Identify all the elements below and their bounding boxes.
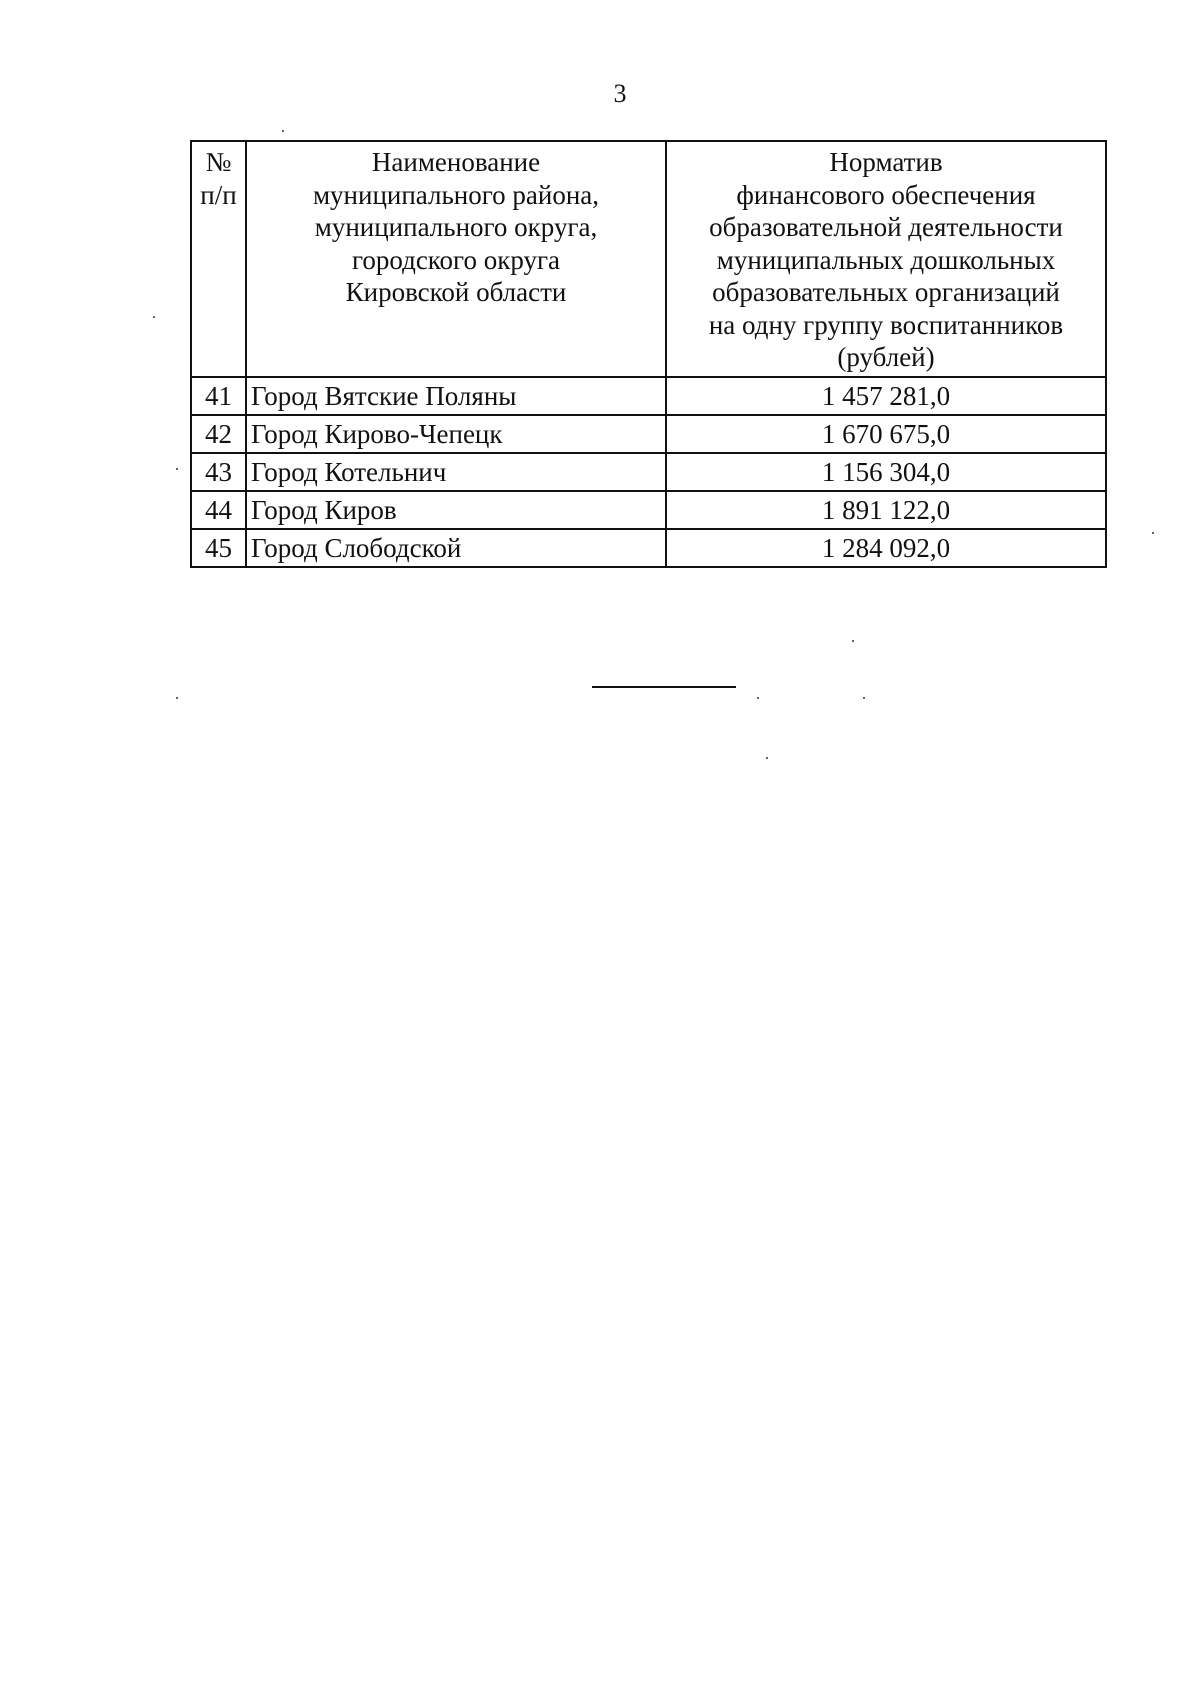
row-normative-value: 1 284 092,0 [666,529,1106,567]
scan-speck [153,316,155,318]
header-value-line: на одну группу воспитанников [708,309,1064,340]
header-number-line: п/п [200,179,237,210]
row-municipality-name: Город Вятские Поляны [246,377,666,415]
table-row [191,453,1106,491]
row-normative-value: 1 156 304,0 [666,453,1106,491]
row-number: 44 [191,491,246,529]
header-number-line: № [205,147,232,177]
row-normative-value: 1 670 675,0 [666,415,1106,453]
scan-speck [176,468,178,470]
table-row [191,377,1106,415]
scan-speck [176,697,178,699]
header-value-line: муниципальных дошкольных [716,244,1056,275]
row-number: 41 [191,377,246,415]
row-municipality-name: Город Кирово-Чепецк [246,415,666,453]
row-municipality-name: Город Киров [246,491,666,529]
table-row [191,491,1106,529]
header-name [246,141,666,377]
scan-speck [852,640,854,642]
table-header-row [191,141,1106,377]
header-name-line: Кировской области [345,277,567,307]
header-name-line: муниципального района, [312,179,600,210]
header-name-line: городского округа [351,244,561,275]
header-name-line: Наименование [371,147,541,177]
scan-speck [282,130,284,132]
scan-speck [766,757,768,759]
table-row [191,529,1106,567]
header-name-line: муниципального округа, [314,212,598,242]
row-number: 42 [191,415,246,453]
table-row [191,415,1106,453]
header-value-line: (рублей) [837,342,935,372]
normative-table [190,140,1107,568]
row-normative-value: 1 891 122,0 [666,491,1106,529]
row-number: 43 [191,453,246,491]
header-value-line: Норматив [829,147,943,177]
header-number [191,141,246,377]
scan-speck [863,697,865,699]
row-municipality-name: Город Котельнич [246,453,666,491]
header-value [666,141,1106,377]
header-value-line: образовательной деятельности [709,212,1063,242]
page-number: 3 [613,79,627,108]
header-value-line: образовательных организаций [712,277,1060,307]
row-number: 45 [191,529,246,567]
scan-speck [757,697,759,699]
row-normative-value: 1 457 281,0 [666,377,1106,415]
scan-speck [1152,532,1154,534]
row-municipality-name: Город Слободской [246,529,666,567]
header-value-line: финансового обеспечения [736,179,1036,210]
end-of-document-rule [592,686,736,688]
